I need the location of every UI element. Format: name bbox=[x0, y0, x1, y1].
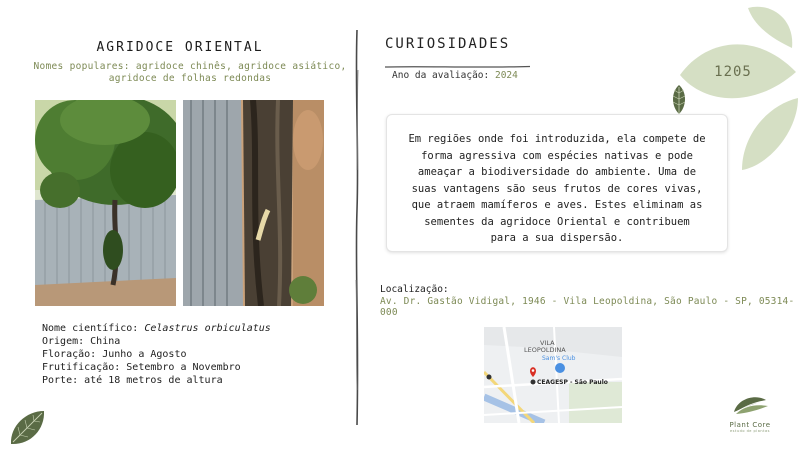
fruiting: Frutificação: Setembro a Novembro bbox=[42, 362, 241, 373]
popular-names-line-2: agridoce de folhas redondas bbox=[108, 73, 272, 84]
plant-facts bbox=[42, 322, 271, 387]
origin: Origem: China bbox=[42, 336, 121, 347]
curiosities-title: CURIOSIDADES bbox=[385, 36, 511, 52]
map-poi-label: CEAGESP - São Paulo bbox=[537, 379, 608, 386]
location-label: Localização: bbox=[380, 284, 449, 295]
year-value: 2024 bbox=[494, 70, 518, 81]
map-district-line1: VILA bbox=[540, 339, 555, 347]
evaluation-year bbox=[392, 70, 518, 81]
plant-code: 1205 bbox=[714, 64, 752, 80]
brand-tagline: estudo de plantas bbox=[730, 429, 770, 433]
map-store-label: Sam's Club bbox=[542, 355, 576, 362]
brand-name: Plant Core bbox=[729, 421, 771, 429]
plant-title: AGRIDOCE ORIENTAL bbox=[96, 40, 264, 55]
size: Porte: até 18 metros de altura bbox=[42, 375, 223, 386]
leaf-decoration bbox=[670, 0, 800, 180]
location-map[interactable] bbox=[484, 327, 622, 423]
popular-names bbox=[30, 61, 350, 85]
map-district-line2: LEOPOLDINA bbox=[524, 346, 566, 354]
popular-names-line-1: Nomes populares: agridoce chinês, agridoce asiático, bbox=[33, 61, 347, 72]
brand-logo-icon bbox=[730, 392, 770, 416]
curiosity-line: para a sua dispersão. bbox=[490, 232, 624, 244]
leaf-icon bbox=[669, 84, 689, 116]
curiosity-line: forma agressiva com espécies nativas e pode bbox=[421, 149, 693, 162]
leaf-icon-corner bbox=[8, 408, 48, 448]
curiosity-line: sementes da agridoce Oriental e contribuem bbox=[424, 215, 690, 228]
scientific-label: Nome científico: bbox=[42, 323, 139, 334]
scientific-name: Celastrus orbiculatus bbox=[144, 323, 271, 334]
curiosity-line: suas vantagens são seus frutos de cores vivas, bbox=[411, 182, 703, 195]
flowering: Floração: Junho a Agosto bbox=[42, 349, 187, 360]
location-address: Av. Dr. Gastão Vidigal, 1946 - Vila Leopoldina, São Paulo - SP, 05314-000 bbox=[380, 296, 795, 318]
scientific-name-row bbox=[42, 322, 271, 335]
curiosity-line: ameaçar a biodiversidade do ambiente. Uma de bbox=[417, 166, 697, 178]
trunk-photo bbox=[183, 100, 324, 306]
brand-logo bbox=[720, 392, 780, 440]
vertical-divider bbox=[352, 30, 362, 425]
curiosity-line: que atraem mamíferos e aves. Estes eliminam as bbox=[411, 199, 703, 211]
title-underline bbox=[385, 54, 530, 58]
curiosity-line: Em regiões onde foi introduzida, ela compete de bbox=[408, 133, 706, 145]
tree-photo bbox=[35, 100, 176, 306]
year-label: Ano da avaliação: bbox=[392, 70, 490, 81]
